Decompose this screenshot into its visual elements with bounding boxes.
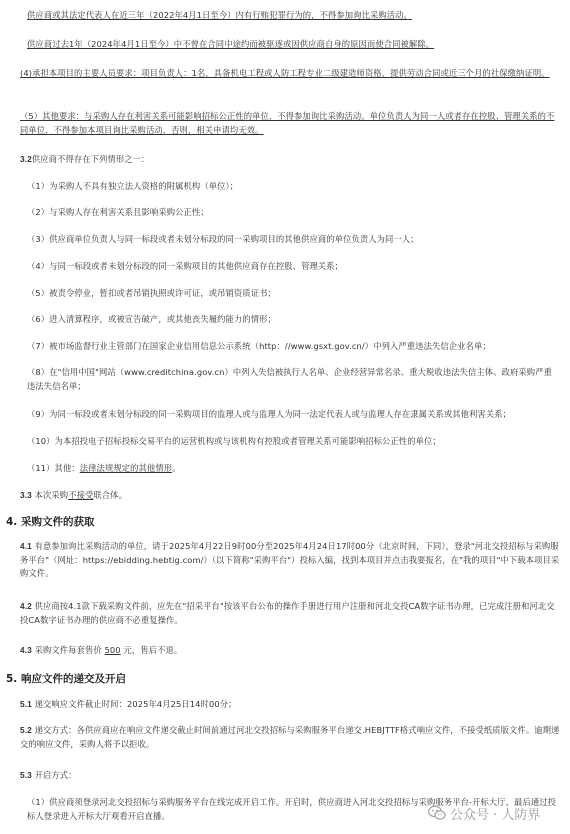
section-underlined: 不接受 <box>68 490 94 500</box>
section-text: 联合体。 <box>93 490 127 500</box>
section-number: 5.1 <box>20 699 32 709</box>
section-text: 有意参加询比采购活动的单位，请于2025年4月22日9时00分至2025年4月24日17时00分（北京时间，下同），登录"河北交投招标与采购服务平台"（网址：https://ebidding.hebtig.com/）（以下简称"采购平台"）投标入编，找到本项目并点击我要报名，在"我的项目"中下载本项目采购文件。 <box>20 541 560 578</box>
section-4-3 <box>20 644 182 656</box>
paragraph-text: (4)承担本项目的主要人员要求：项目负责人：1名，具备机电工程或人防工程专业二级建造师资格，提供劳动合同或近三个月的社保缴纳证明。 <box>20 68 550 78</box>
section-3-3 <box>20 489 127 501</box>
section-number: 5.3 <box>20 770 32 780</box>
list-item: （1）供应商须登录河北交投招标与采购服务平台在线完成开启工作。开启时，供应商进入河北交投招标与采购服务平台-开标大厅，最后通过投标人登录进入开标大厅观看开启直播。 <box>27 797 557 821</box>
section-3-2 <box>20 153 149 165</box>
list-item: （8）在"信用中国"网站（www.creditchina.gov.cn）中列入失信被执行人名单、企业经营异常名录、重大税收违法失信主体、政府采购严重违法失信名单； <box>27 367 552 391</box>
list-item <box>27 462 181 474</box>
heading-5: 5. 响应文件的递交及开启 <box>6 673 126 685</box>
heading-4: 4. 采购文件的获取 <box>6 516 95 528</box>
section-number: 3.2 <box>20 154 32 164</box>
section-text: 供应商不得存在下列情形之一： <box>31 154 150 164</box>
section-5-1 <box>20 698 237 710</box>
section-text: 采购文件每套售价 <box>34 645 102 655</box>
section-number: 5.2 <box>20 725 32 735</box>
section-5-3 <box>20 769 77 781</box>
list-item: （5）被责令停业，暂扣或者吊销执照或许可证，或吊销资质证书； <box>27 288 276 298</box>
section-text: 开启方式： <box>34 770 77 780</box>
list-item-underlined: 法律法规规定的其他情形 <box>79 463 173 473</box>
paragraph-text: （5）其他要求：与采购人存在利害关系可能影响招标公正性的单位，不得参加询比采购活动。单位负责人为同一人或者存在控股、管理关系的不同单位，不得参加本项目询比采购活动，否则，相关申请均无效。 <box>20 111 555 135</box>
list-item: （3）供应商单位负责人与同一标段或者未划分标段的同一采购项目的其他供应商的单位负责人为同一人； <box>27 234 419 244</box>
section-number: 4.3 <box>20 645 32 655</box>
section-4-2 <box>20 600 562 627</box>
list-item: （2）与采购人存在利害关系且影响采购公正性； <box>27 207 209 217</box>
section-text: 递交方式：各供应商应在响应文件递交截止时间前通过河北交投招标与采购服务平台递交.HEBJTTF格式响应文件，不接受纸质版文件。逾期递交的响应文件，采购人将予以拒收。 <box>20 725 560 749</box>
section-number: 4.2 <box>20 601 32 611</box>
section-text: 本次采购 <box>34 490 69 500</box>
paragraph-personnel <box>20 67 560 81</box>
list-item: （10）为本招投电子招标投标交易平台的运营机构或与该机构有控股或者管理关系可能影响招标公正性的单位； <box>27 436 441 446</box>
paragraph: 供应商或其法定代表人在近三年（2022年4月1日至今）内有行贿犯罪行为的，不得参加询比采购活动。 <box>27 10 412 20</box>
section-text: 供应商按4.1款下载采购文件前，应先在"招采平台"按该平台公布的操作手册进行用户注册和河北交投CA数字证书办理，已完成注册和河北交投CA数字证书办理的供应商不必重复操作。 <box>20 601 555 625</box>
wechat-icon <box>428 805 446 821</box>
section-5-2 <box>20 724 562 751</box>
list-item-text: （11）其他： <box>27 463 80 473</box>
list-item: （6）进入清算程序，或被宣告破产，或其他丧失履约能力的情形； <box>27 314 276 324</box>
list-item-text: 。 <box>172 463 181 473</box>
list-item: （7）被市场监督行业主管部门在国家企业信用信息公示系统（http：//www.gsxt.gov.cn/）中列入严重违法失信企业名单； <box>27 341 491 351</box>
list-item: （1）为采购人不具有独立法人资格的附属机构（单位）； <box>27 181 239 191</box>
section-4-1 <box>20 540 562 581</box>
list-item: （9）为同一标段或者未划分标段的同一采购项目的监理人或与监理人为同一法定代表人或与监理人存在隶属关系或其他利害关系； <box>27 409 512 419</box>
watermark <box>428 802 540 824</box>
price-value: 500 <box>104 645 121 655</box>
section-text: 元，售后不退。 <box>123 645 183 655</box>
section-text: 递交响应文件截止时间：2025年4月25日14时00分； <box>34 699 237 709</box>
watermark-text: 公众号 · 人防界 <box>450 807 541 823</box>
list-item: （4）与同一标段或者未划分标段的同一采购项目的其他供应商存在控股、管理关系； <box>27 261 344 271</box>
paragraph-other-requirements <box>20 110 560 137</box>
section-number: 4.1 <box>20 541 32 551</box>
section-number: 3.3 <box>20 490 32 500</box>
paragraph: 供应商过去1年（2024年4月1日至今）中不曾在合同中途约而被驱逐或因供应商自身的原因而使合同被解除。 <box>27 39 435 49</box>
